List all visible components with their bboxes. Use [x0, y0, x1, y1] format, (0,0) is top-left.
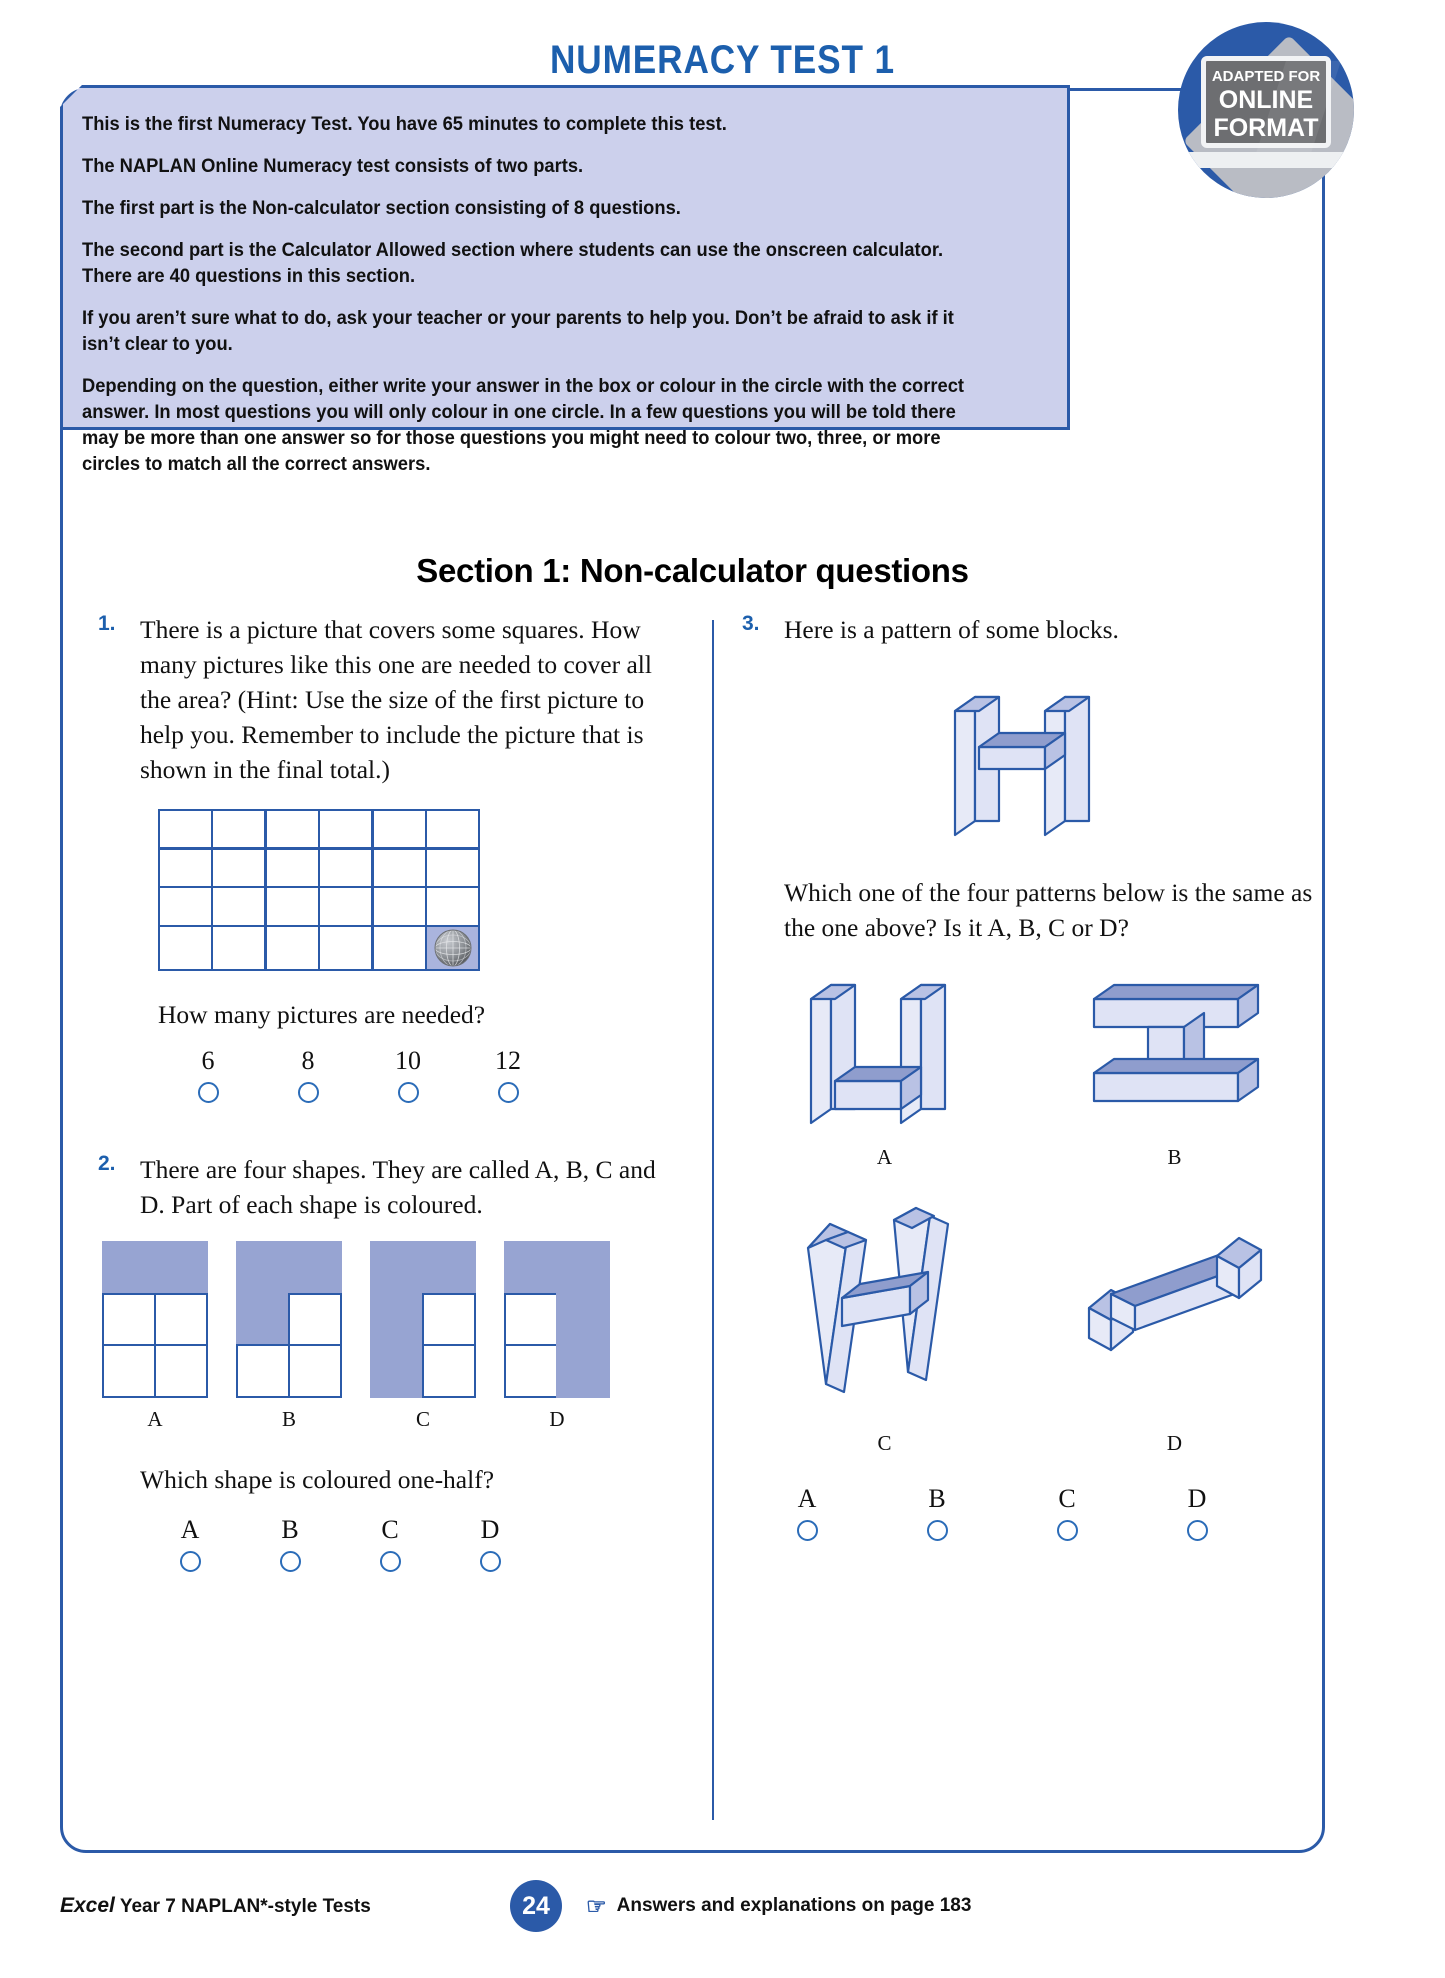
footer-answers-note [586, 1893, 971, 1920]
q1-option-label-3: 12 [495, 1046, 521, 1075]
shape-cell [556, 1293, 610, 1347]
q2-option-label-1: B [281, 1515, 299, 1544]
shape-cell [236, 1293, 290, 1347]
grid-cell [374, 850, 425, 886]
shape-cell [102, 1344, 156, 1398]
badge-line-2: ONLINE [1218, 86, 1314, 114]
shape-a-label: A [147, 1407, 163, 1431]
grid-cell [267, 811, 318, 847]
question-3-prompt: Which one of the four patterns below is the same as the one above? Is it A, B, C or D? [784, 878, 1313, 942]
figure-d-label: D [1166, 1431, 1183, 1455]
q3-option-bubble-2[interactable] [1057, 1520, 1078, 1541]
shape-cell [422, 1293, 476, 1347]
grid-cell [267, 927, 318, 969]
question-1-text: There is a picture that covers some squares. How many pictures like this one are needed to cover all the area? (Hint: Use the size of the first picture to help you. Remember to include the picture that is shown in the final total.) [140, 615, 652, 784]
q2-option-bubble-3[interactable] [480, 1551, 501, 1572]
grid-cell [213, 811, 264, 847]
q3-option-label-2: C [1058, 1484, 1076, 1513]
shape-b-label: B [281, 1407, 296, 1431]
column-divider [712, 620, 714, 1820]
question-3-text: Here is a pattern of some blocks. [784, 615, 1119, 644]
right-question-column [742, 612, 1322, 1556]
q2-option-bubble-1[interactable] [280, 1551, 301, 1572]
intro-paragraph-5: If you aren’t sure what to do, ask your teacher or your parents to help you. Don’t be afraid to ask if it isn’t clear to you. [82, 307, 954, 355]
intro-paragraph-6: Depending on the question, either write your answer in the box or colour in the circle with the correct answer. In most questions you will only colour in one circle. In a few questions you will be told there may be more than one answer so for those questions you might need to colour two, three, or more circles to match all the correct answers. [82, 375, 965, 475]
q1-option-bubble-1[interactable] [298, 1082, 319, 1103]
q3-option-label-0: A [797, 1484, 817, 1513]
figure-d [1075, 1190, 1275, 1456]
figure-b-label: B [1167, 1145, 1182, 1169]
question-3 [742, 612, 1322, 1546]
figure-a-label: A [876, 1145, 893, 1169]
grid-cell [427, 811, 478, 847]
shape-b [237, 1242, 341, 1432]
q2-option-bubble-2[interactable] [380, 1551, 401, 1572]
shape-cell [556, 1344, 610, 1398]
adapted-for-online-badge [1178, 22, 1354, 198]
grid-cell [160, 927, 211, 969]
shape-cell [154, 1344, 208, 1398]
shape-a [103, 1242, 207, 1432]
grid-cell [427, 888, 478, 924]
badge-line-1: ADAPTED FOR [1211, 68, 1321, 85]
question-2 [98, 1152, 678, 1577]
grid-cell [267, 850, 318, 886]
pointing-hand-icon: ☞ [586, 1892, 607, 1919]
shape-d-label: D [549, 1407, 565, 1431]
shape-cell [422, 1344, 476, 1398]
globe-icon [427, 927, 478, 969]
q1-option-label-0: 6 [201, 1046, 215, 1075]
grid-cell [320, 927, 371, 969]
q2-option-bubble-0[interactable] [180, 1551, 201, 1572]
intro-paragraph-4: The second part is the Calculator Allowed section where students can use the onscreen calculator. There are 40 questions in this section. [82, 239, 944, 287]
q3-option-label-1: B [928, 1484, 946, 1513]
shape-cell [288, 1241, 342, 1295]
instructions-panel [60, 85, 1070, 475]
shape-cell [154, 1293, 208, 1347]
shape-cell [422, 1241, 476, 1295]
q3-option-bubble-1[interactable] [927, 1520, 948, 1541]
page-number: 24 [510, 1880, 562, 1932]
question-2-number: 2. [98, 1152, 116, 1175]
shape-cell [504, 1293, 558, 1347]
question-2-shapes [103, 1242, 678, 1432]
shape-cell [504, 1344, 558, 1398]
shape-cell [236, 1344, 290, 1398]
question-2-text: There are four shapes. They are called A, B, C and D. Part of each shape is coloured. [140, 1155, 656, 1219]
question-1 [98, 612, 678, 1108]
shape-cell [288, 1293, 342, 1347]
shape-cell [102, 1293, 156, 1347]
question-1-options [158, 1046, 558, 1108]
q2-option-label-0: A [180, 1515, 200, 1544]
left-question-column [98, 612, 678, 1587]
grid-cell [427, 850, 478, 886]
figure-a [795, 969, 975, 1170]
footer-brand [60, 1894, 510, 1918]
grid-cell [320, 811, 371, 847]
question-3-options [742, 1484, 1262, 1546]
figure-c [790, 1190, 980, 1456]
q3-option-bubble-0[interactable] [797, 1520, 818, 1541]
grid-cell [374, 888, 425, 924]
shape-cell [370, 1293, 424, 1347]
question-1-number: 1. [98, 612, 116, 635]
grid-cell [213, 850, 264, 886]
question-1-prompt: How many pictures are needed? [158, 1000, 486, 1029]
laptop-base [1188, 152, 1344, 168]
shape-c [371, 1242, 475, 1432]
shape-cell [504, 1241, 558, 1295]
question-2-prompt: Which shape is coloured one-half? [140, 1465, 495, 1494]
grid-cell [320, 888, 371, 924]
shape-cell [370, 1241, 424, 1295]
figure-b [1080, 969, 1270, 1170]
shape-cell [556, 1241, 610, 1295]
q3-option-label-3: D [1187, 1484, 1207, 1513]
shape-cell [102, 1241, 156, 1295]
q1-option-bubble-2[interactable] [398, 1082, 419, 1103]
intro-paragraph-3: The first part is the Non-calculator section consisting of 8 questions. [82, 197, 681, 219]
shape-cell [370, 1344, 424, 1398]
grid-cell [374, 927, 425, 969]
intro-paragraph-2: The NAPLAN Online Numeracy test consists of two parts. [82, 155, 584, 177]
q3-option-bubble-3[interactable] [1187, 1520, 1208, 1541]
question-1-grid [158, 809, 480, 971]
q1-option-label-1: 8 [301, 1046, 315, 1075]
q1-option-bubble-3[interactable] [498, 1082, 519, 1103]
grid-cell [213, 888, 264, 924]
shape-cell [288, 1344, 342, 1398]
grid-cell [267, 888, 318, 924]
answers-note-text: Answers and explanations on page 183 [616, 1895, 972, 1916]
grid-cell [160, 850, 211, 886]
grid-cell [320, 850, 371, 886]
footer-brand-name: Excel [60, 1894, 115, 1917]
grid-cell [160, 888, 211, 924]
q2-option-label-3: D [480, 1515, 500, 1544]
shape-d [505, 1242, 609, 1432]
question-3-figures-row-2 [742, 1190, 1322, 1456]
question-3-reference-figure [742, 669, 1322, 859]
footer-series: Year 7 NAPLAN*-style Tests [114, 1896, 371, 1917]
shape-c-label: C [415, 1407, 430, 1431]
grid-cell [160, 811, 211, 847]
badge-line-3: FORMAT [1213, 114, 1319, 142]
q2-option-label-2: C [381, 1515, 399, 1544]
figure-c-label: C [877, 1431, 892, 1455]
q1-option-label-2: 10 [395, 1046, 421, 1075]
grid-cell [374, 811, 425, 847]
section-heading: Section 1: Non-calculator questions [416, 552, 969, 589]
intro-paragraph-1: This is the first Numeracy Test. You have 65 minutes to complete this test. [82, 113, 727, 135]
question-3-number: 3. [742, 612, 760, 635]
question-3-figures-row-1 [742, 969, 1322, 1170]
question-2-options [140, 1515, 540, 1577]
q1-option-bubble-0[interactable] [198, 1082, 219, 1103]
page-title: NUMERACY TEST 1 [549, 38, 896, 82]
grid-cell [213, 927, 264, 969]
page-footer [60, 1880, 1325, 1932]
shape-cell [236, 1241, 290, 1295]
shape-cell [154, 1241, 208, 1295]
